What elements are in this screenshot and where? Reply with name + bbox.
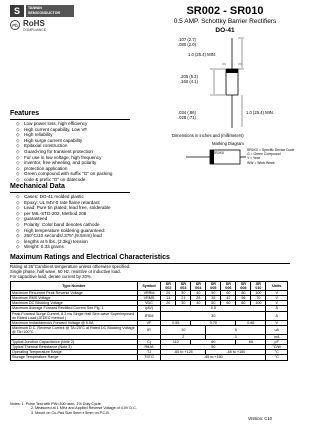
table-cell: Maximum Average Forward Rectified Current See Fig. 1 — [11, 306, 138, 311]
table-cell: -65 to +125 — [161, 350, 206, 355]
table-cell: 0.55 — [161, 320, 191, 325]
table-cell: Typical Thermal Resistance (Note 3) — [11, 345, 138, 350]
brand-line-2: SEMICONDUCTOR — [28, 11, 61, 15]
table-cell: 1 — [206, 335, 266, 340]
list-item: ◇ Low power loss, high efficiency — [16, 121, 166, 127]
dims-caption: Dimensions in inches and (millimeters) — [172, 133, 244, 138]
table-cell: V — [266, 301, 288, 306]
dim-body-width-1: .107 (2.7) — [178, 37, 196, 42]
table-cell: Storage Temperature Range — [11, 355, 138, 360]
divider — [10, 119, 130, 120]
table-cell: 5 — [206, 325, 266, 334]
marking-caption: Marking Diagram — [212, 141, 244, 146]
table-cell: V — [266, 296, 288, 301]
table-cell: Operating Temperature Range — [11, 350, 138, 355]
table-cell: VF — [137, 320, 161, 325]
table-row — [11, 311, 288, 320]
brand-line-1: TAIWAN — [28, 6, 42, 10]
table-cell: Maximum DC Blocking Voltage — [11, 301, 138, 306]
table-cell: VRRM — [137, 291, 161, 296]
rohs-sublabel: COMPLIANCE — [23, 28, 47, 32]
legend-item: G = Green Compound — [247, 152, 281, 157]
features-list — [16, 121, 166, 183]
list-item: ◇ inventor, free wheeling, and polarity — [16, 160, 166, 166]
table-cell: 110 — [161, 340, 191, 345]
version-label: Version: C10 — [248, 416, 272, 421]
table-cell: RθJA — [137, 345, 161, 350]
table-cell: 42 — [221, 296, 236, 301]
table-cell: Typical Junction Capacitance (Note 2) — [11, 340, 138, 345]
table-cell: -65 to +150 — [206, 350, 266, 355]
package-label: DO-41 — [215, 27, 235, 34]
list-item: ◇ protection application — [16, 166, 166, 172]
table-cell: A — [266, 306, 288, 311]
table-row — [11, 355, 288, 360]
col-units: Units — [266, 282, 288, 291]
list-item: ◇ lengths at 5 lbs.,(2.3kg) tension — [16, 239, 166, 245]
table-cell: 20 — [161, 291, 176, 296]
brand-name — [26, 5, 74, 17]
table-cell: 30 — [161, 311, 266, 320]
col-part: SR 003 — [176, 282, 191, 291]
table-cell: A — [266, 311, 288, 320]
list-item: ◇ Green compound with suffix "G" on packing — [16, 171, 166, 177]
table-cell: 40 — [191, 291, 206, 296]
table-cell: 80 — [236, 301, 251, 306]
table-cell: V — [266, 320, 288, 325]
table-cell: °C/W — [266, 345, 288, 350]
marking-code: SR0XX — [213, 151, 225, 155]
table-cell: Maximum RMS Voltage — [11, 296, 138, 301]
table-cell: 30 — [176, 301, 191, 306]
table-cell: 80 — [236, 291, 251, 296]
list-item: ◇ Lead: Pure tin plated, lead free, solderable — [16, 205, 166, 211]
list-item: ◇ guaranteed — [16, 216, 166, 222]
legend-item: SR0XX = Specific Device Code — [247, 148, 295, 152]
table-cell: IR — [137, 325, 161, 334]
table-cell: 100 — [251, 291, 266, 296]
table-cell: I(AV) — [137, 306, 161, 311]
rohs-label: RoHS — [23, 19, 45, 28]
table-cell: 100 — [251, 301, 266, 306]
list-item: ◇ code & prefix "G" on datecode. — [16, 177, 166, 183]
table-cell: Maximum Recurrent Peak Reverse Voltage — [11, 291, 138, 296]
divider — [10, 192, 130, 193]
table-row — [11, 325, 288, 334]
list-item: ◇ Guard-ring for transient protection — [16, 149, 166, 155]
table-cell: IFSM — [137, 311, 161, 320]
list-item: ◇ Cases: DO-41 molded plastic — [16, 194, 166, 200]
dim-lead-length-bottom: 1.0 (25.4) MIN. — [246, 110, 274, 115]
table-cell: 2 — [161, 335, 206, 340]
table-cell: uA — [266, 325, 288, 334]
table-cell: 30 — [176, 291, 191, 296]
page-subtitle: 0.5 AMP. Schottky Barrier Rectifiers — [173, 18, 277, 25]
table-cell: 0.70 — [191, 320, 236, 325]
dim-lead-length-top: 1.0 (25.4) MIN. — [188, 52, 216, 57]
list-item: ◇ Polarity: Color band denotes cathode — [16, 222, 166, 228]
table-cell: °C — [266, 350, 288, 355]
col-part: SR 008 — [236, 282, 251, 291]
list-item: ◇ Epitaxial construction — [16, 143, 166, 149]
mechanical-list — [16, 194, 166, 250]
table-cell: TJ — [137, 350, 161, 355]
col-symbol: Symbol — [137, 282, 161, 291]
table-cell: 28 — [191, 296, 206, 301]
dim-body-length-1: .205 (5.2) — [180, 74, 198, 79]
table-cell: Peak Forward Surge Current, 8.3 ms Single Half Sine-wave Superimposed on Rated Load (JEDEC method ) — [11, 311, 138, 320]
marking-legend — [247, 148, 294, 165]
legend-item: WW = Work Week — [247, 160, 275, 165]
table-cell: 21 — [176, 296, 191, 301]
list-item: ◇ High current capability, Low VF — [16, 127, 166, 133]
table-cell: °C — [266, 355, 288, 360]
table-cell: 0.5 — [161, 306, 266, 311]
table-cell: 40 — [191, 301, 206, 306]
table-cell: 60 — [221, 291, 236, 296]
table-cell: 65 — [236, 340, 266, 345]
col-part: SR 004 — [191, 282, 206, 291]
list-item: ◇ High temperature soldering guaranteed: — [16, 228, 166, 234]
table-cell: 56 — [236, 296, 251, 301]
pb-free-icon: Pb — [10, 20, 20, 30]
table-cell: 50 — [161, 345, 266, 350]
dim-lead-dia-1: .034 (.86) — [178, 110, 196, 115]
table-header-row — [11, 282, 288, 291]
ratings-table — [10, 281, 288, 361]
list-item: ◇ 260°C/10 seconds/.375",(9.5mm) lead — [16, 233, 166, 239]
table-cell: pF — [266, 340, 288, 345]
col-part: SR 006 — [221, 282, 236, 291]
table-cell: -65 to +150 — [161, 355, 266, 360]
table-cell: V — [266, 291, 288, 296]
table-cell: 20 — [161, 301, 176, 306]
table-cell: 50 — [206, 301, 221, 306]
list-item: ◇ Epoxy: UL 94V-0 rate flame retardant — [16, 200, 166, 206]
ratings-heading: Maximum Ratings and Electrical Characteristics — [10, 254, 170, 261]
company-logo: S — [10, 5, 24, 17]
col-part: SR 010 — [251, 282, 266, 291]
dim-lead-dia-2: .028 (.71) — [178, 115, 196, 120]
list-item: ◇ For use in low voltage, high frequency — [16, 155, 166, 161]
features-heading: Features — [10, 110, 40, 117]
table-cell: Maximum Instantaneous Forward Voltage @ 0.5A — [11, 320, 138, 325]
legend-item: Y = Year — [247, 156, 260, 161]
table-cell: mA — [266, 335, 288, 340]
table-cell: 50 — [206, 291, 221, 296]
list-item: ◇ Weight: 0.33 grams — [16, 244, 166, 250]
table-cell: TSTG — [137, 355, 161, 360]
mechanical-heading: Mechanical Data — [10, 183, 65, 190]
table-cell: VRMS — [137, 296, 161, 301]
table-cell: VDC — [137, 301, 161, 306]
page-title: SR002 - SR010 — [186, 5, 264, 17]
col-type: Type Number — [11, 282, 138, 291]
dim-body-width-2: .080 (2.0) — [178, 42, 196, 47]
col-part: SR 005 — [206, 282, 221, 291]
table-cell: 60 — [191, 340, 236, 345]
list-item: ◇ per MIL-STD-202, Method 208 — [16, 211, 166, 217]
table-cell: Cj — [137, 340, 161, 345]
table-cell: Maximum D.C. Reverse Current @ TA=25°C at Rated DC Blocking Voltage @ TA=100°C — [11, 325, 138, 334]
table-cell: 70 — [251, 296, 266, 301]
table-cell: 60 — [221, 301, 236, 306]
table-cell: 0.85 — [236, 320, 266, 325]
table-cell: 14 — [161, 296, 176, 301]
list-item: ◇ High surge current capability — [16, 138, 166, 144]
footnotes: Notes: 1. Pulse Test with PW=300 usec, 1% Duty Cycle 2. Measured at 1 MHz and Applied Reverse Voltage of 4.0V D.C. 3. Mount on Cu-Pad Size 5mm x 5mm on P.C.B. — [10, 402, 137, 415]
table-cell: 10 — [161, 325, 206, 334]
col-part: SR 002 — [161, 282, 176, 291]
list-item: ◇ High reliability — [16, 132, 166, 138]
ratings-conditions: Rating at 25°Cambient temperature unless otherwise specified. Single phase, half wave, 60 Hz, resistive or inductive load. For capacitive load, derate current by 20%. — [10, 264, 131, 280]
dim-body-length-2: .160 (4.1) — [180, 79, 198, 84]
table-cell: 35 — [206, 296, 221, 301]
